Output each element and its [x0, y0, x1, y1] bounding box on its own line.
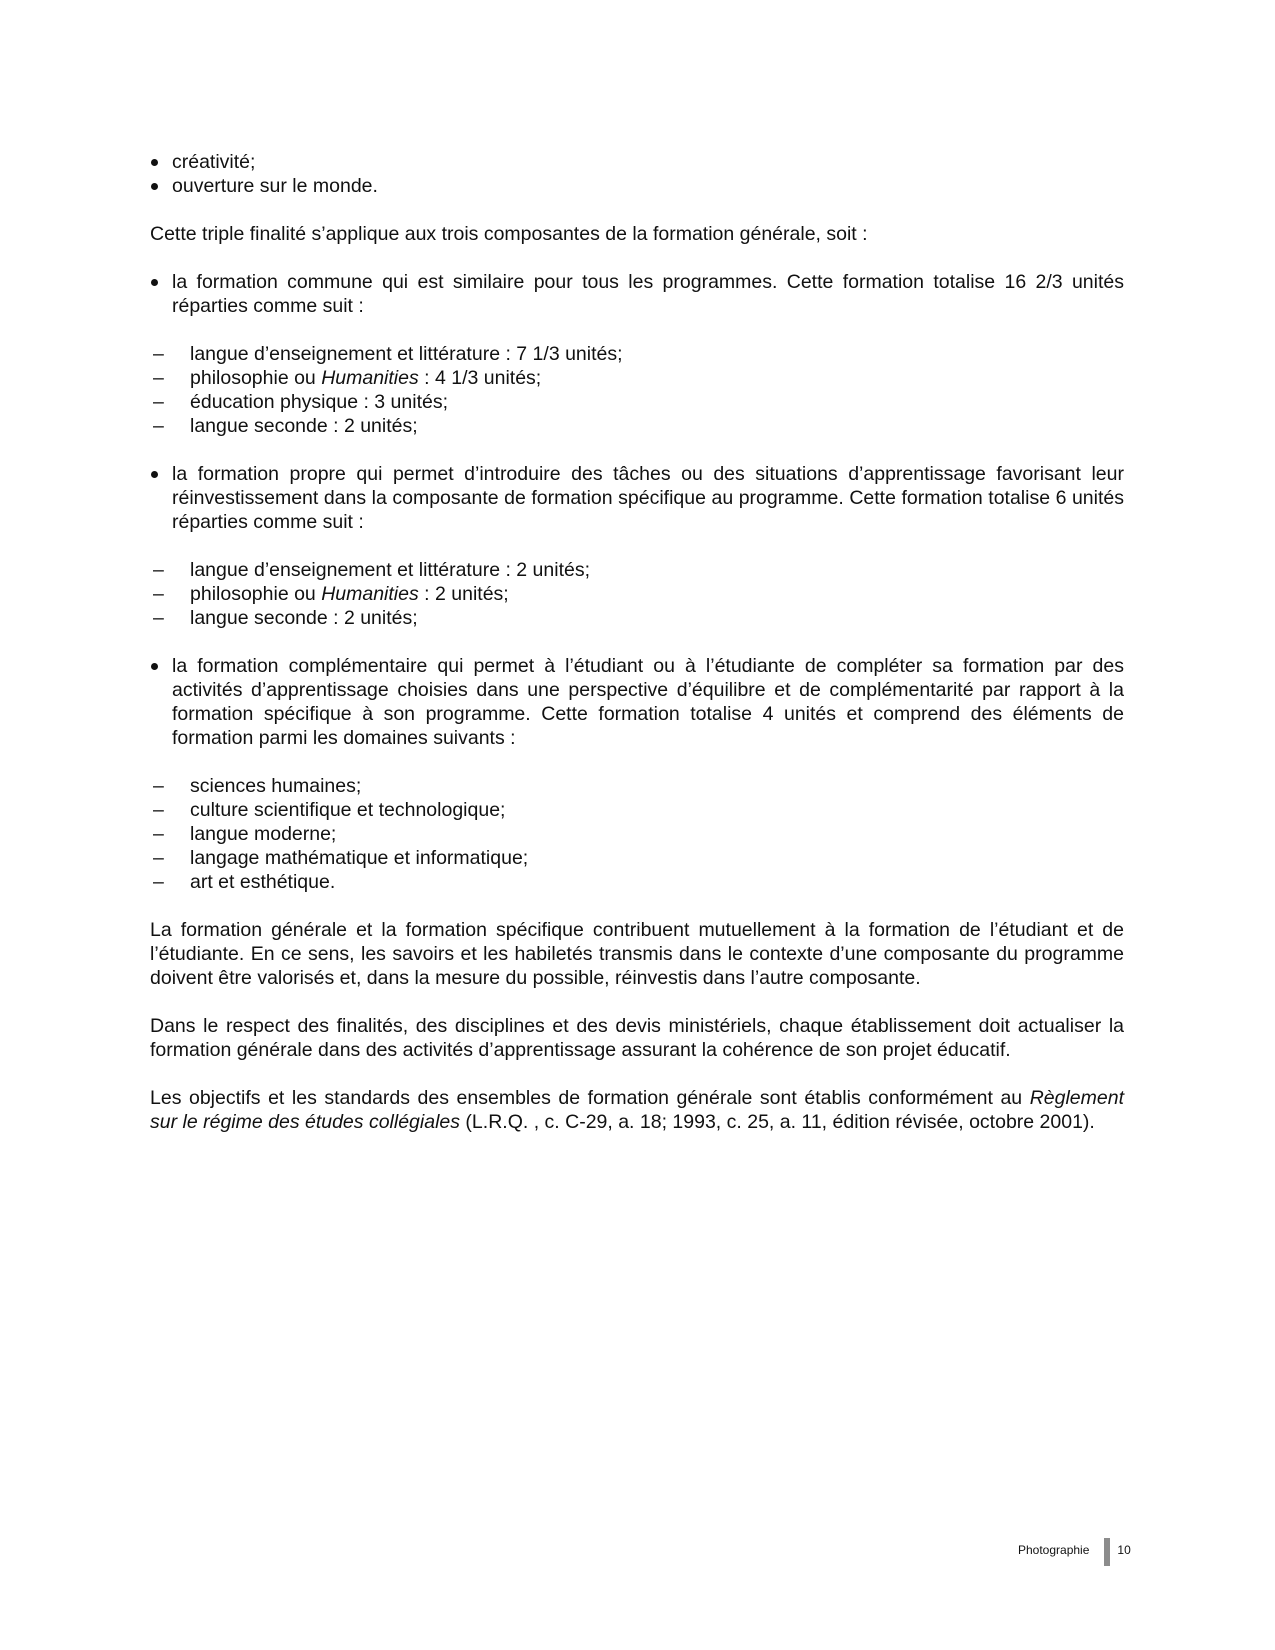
list-item-text: langue d’enseignement et littérature : 7 1/3 unités; — [190, 343, 623, 365]
list-item — [150, 846, 1124, 870]
list-item-text: langue d’enseignement et littérature : 2 unités; — [190, 559, 591, 581]
dash-icon: – — [153, 775, 164, 797]
list-item-text: philosophie ou — [190, 583, 322, 605]
list-item — [150, 606, 1124, 630]
mutual-paragraph: La formation générale et la formation spécifique contribuent mutuellement à la formation de l’étudiant et de l’étudiante. En ce sens, les savoirs et les habiletés transmis dans le contexte d’une composante du programme doivent être valorisés et, dans la mesure du possible, réinvestis dans l’autre composante. — [150, 919, 1124, 989]
list-item-text: créativité; — [172, 151, 256, 173]
dash-icon: – — [153, 823, 164, 845]
dash-icon: – — [153, 367, 164, 389]
list-item — [150, 390, 1124, 414]
component-formation-commune — [150, 270, 1124, 438]
objectifs-paragraph — [150, 1086, 1124, 1134]
dash-list — [153, 558, 1124, 630]
regulation-title: Règlement sur le régime des études collégiales — [150, 1087, 1124, 1133]
component-formation-complementaire — [150, 654, 1124, 894]
list-item-text: ouverture sur le monde. — [172, 175, 378, 197]
list-item-text: : 4 1/3 unités; — [418, 367, 542, 389]
component-text: la formation propre qui permet d’introduire des tâches ou des situations d’apprentissage favorisant leur réinvestissement dans la composante de formation spécifique au programme. Cette formation totalise 6 unités réparties comme suit : — [172, 463, 1124, 533]
dash-list — [153, 774, 1124, 894]
list-item-text: : 2 unités; — [418, 583, 509, 605]
dash-icon: – — [153, 847, 164, 869]
list-item-text: langue seconde : 2 unités; — [190, 415, 418, 437]
page-number: 10 — [1117, 1543, 1131, 1557]
dash-icon: – — [153, 391, 164, 413]
italic-term: Humanities — [321, 583, 419, 605]
dash-list — [153, 342, 1124, 438]
list-item — [150, 366, 1124, 390]
list-item — [150, 558, 1124, 582]
components-list — [150, 270, 1124, 894]
list-item-text: langage mathématique et informatique; — [190, 847, 529, 869]
list-item — [150, 342, 1124, 366]
list-item-text: langue seconde : 2 unités; — [190, 607, 418, 629]
list-item — [150, 798, 1124, 822]
list-item — [150, 150, 1124, 174]
italic-term: Humanities — [321, 367, 419, 389]
list-item — [150, 870, 1124, 894]
dash-icon: – — [153, 871, 164, 893]
component-text: la formation commune qui est similaire pour tous les programmes. Cette formation totalise 16 2/3 unités réparties comme suit : — [172, 271, 1124, 317]
list-item — [150, 414, 1124, 438]
respect-paragraph: Dans le respect des finalités, des disciplines et des devis ministériels, chaque établissement doit actualiser la formation générale dans des activités d’apprentissage assurant la cohérence de son projet éducatif. — [150, 1015, 1124, 1061]
dash-icon: – — [153, 607, 164, 629]
paragraph-text: Les objectifs et les standards des ensembles de formation générale sont établis conformément au — [150, 1087, 1030, 1109]
footer-title: Photographie — [1018, 1543, 1090, 1557]
footer-divider — [1104, 1538, 1110, 1566]
list-item-text: culture scientifique et technologique; — [190, 799, 506, 821]
intro-bullet-list — [150, 150, 1124, 198]
paragraph-text: (L.R.Q. , c. C-29, a. 18; 1993, c. 25, a. 11, édition révisée, octobre 2001). — [460, 1111, 1095, 1133]
dash-icon: – — [153, 559, 164, 581]
list-item — [150, 582, 1124, 606]
dash-icon: – — [153, 415, 164, 437]
component-formation-propre — [150, 462, 1124, 630]
page-body — [150, 150, 1124, 1158]
dash-icon: – — [153, 583, 164, 605]
dash-icon: – — [153, 343, 164, 365]
list-item-text: sciences humaines; — [190, 775, 362, 797]
page-footer — [1018, 1538, 1131, 1566]
list-item-text: art et esthétique. — [190, 871, 336, 893]
list-item-text: éducation physique : 3 unités; — [190, 391, 449, 413]
dash-icon: – — [153, 799, 164, 821]
list-item — [150, 174, 1124, 198]
component-text: la formation complémentaire qui permet à l’étudiant ou à l’étudiante de compléter sa formation par des activités d’apprentissage choisies dans une perspective d’équilibre et de complémentarité par rapport à la formation spécifique à son programme. Cette formation totalise 4 unités et comprend des éléments de formation parmi les domaines suivants : — [172, 655, 1124, 749]
list-item-text: philosophie ou — [190, 367, 322, 389]
list-item — [150, 822, 1124, 846]
list-item — [150, 774, 1124, 798]
triple-finalite-paragraph: Cette triple finalité s’applique aux trois composantes de la formation générale, soit : — [150, 223, 868, 245]
list-item-text: langue moderne; — [190, 823, 337, 845]
